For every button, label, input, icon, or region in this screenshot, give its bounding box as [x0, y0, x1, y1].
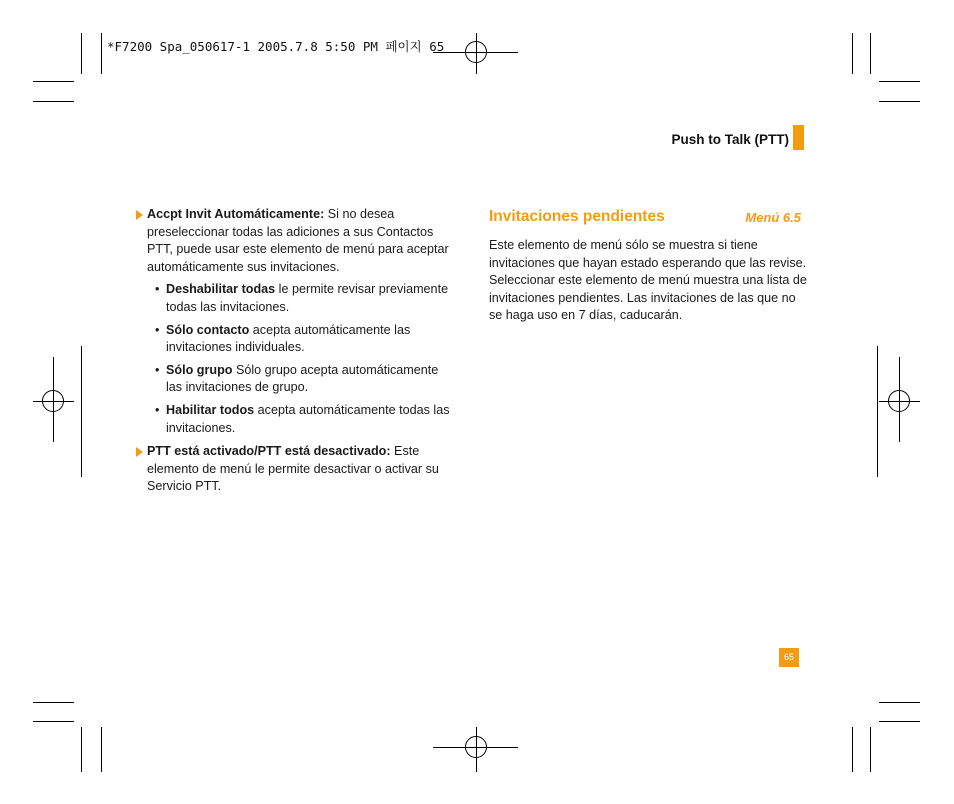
- suboption-description: le permite revisar previamente todas las invitaciones.: [166, 282, 449, 314]
- crop-mark: [879, 702, 920, 703]
- crop-mark: [879, 721, 920, 722]
- crop-mark: [33, 721, 74, 722]
- bullet-icon: •: [155, 362, 160, 377]
- menu-option-ptt-toggle: [136, 443, 454, 496]
- menu-option-accept-invites: [136, 206, 454, 437]
- suboption-description: acepta automáticamente las invitaciones individuales.: [166, 322, 411, 355]
- subsection-body: Este elemento de menú sólo se muestra si tiene invitaciones que hayan estado esperando que las revise. Seleccionar este elemento de menú muestra una lista de invitaciones pendientes. Las invitaciones de las que no se haga uso en 7 días, caducarán.: [489, 238, 807, 323]
- suboption-label: Habilitar todos: [166, 402, 255, 417]
- suboption-label: Sólo grupo: [166, 362, 233, 377]
- crop-mark: [81, 33, 82, 74]
- suboption-description: Sólo grupo acepta automáticamente las invitaciones de grupo.: [166, 362, 439, 395]
- print-file-header: *F7200 Spa_050617-1 2005.7.8 5:50 PM 페이지 65: [107, 39, 445, 54]
- crop-mark: [852, 33, 853, 74]
- suboption-item: [147, 281, 454, 316]
- suboption-description: acepta automáticamente todas las invitaciones.: [166, 402, 450, 435]
- registration-circle: [42, 390, 64, 412]
- crop-mark: [879, 81, 920, 82]
- bullet-icon: •: [155, 322, 160, 337]
- suboption-item: [147, 322, 454, 357]
- suboption-label: Sólo contacto: [166, 322, 250, 337]
- registration-mark: [81, 346, 82, 477]
- orange-arrow-icon: [136, 210, 143, 220]
- crop-mark: [101, 33, 102, 74]
- bullet-icon: •: [155, 402, 160, 417]
- crop-mark: [870, 727, 871, 772]
- suboption-item: [147, 362, 454, 397]
- crop-mark: [101, 727, 102, 772]
- option-label: Accpt Invit Automáticamente:: [147, 207, 325, 221]
- crop-mark: [852, 727, 853, 772]
- orange-arrow-icon: [136, 447, 143, 457]
- bullet-icon: •: [155, 282, 160, 297]
- option-description: Este elemento de menú le permite desactivar o activar su Servicio PTT.: [147, 444, 439, 494]
- subsection-header: [489, 208, 807, 230]
- section-title: Push to Talk (PTT): [671, 132, 789, 147]
- crop-mark: [879, 101, 920, 102]
- suboption-list: [147, 281, 454, 437]
- section-tab-marker: [793, 125, 804, 150]
- registration-circle: [888, 390, 910, 412]
- page-number-badge: 65: [779, 648, 799, 667]
- suboption-item: [147, 402, 454, 437]
- crop-mark: [870, 33, 871, 74]
- option-description: Si no desea preseleccionar todas las adiciones a sus Contactos PTT, puede usar este elemento de menú para aceptar automáticamente sus invitaciones.: [147, 207, 449, 274]
- registration-mark: [877, 346, 878, 477]
- registration-circle: [465, 41, 487, 63]
- crop-mark: [81, 727, 82, 772]
- registration-circle: [465, 736, 487, 758]
- crop-mark: [33, 101, 74, 102]
- right-column: [489, 208, 807, 325]
- suboption-label: Deshabilitar todas: [166, 282, 276, 297]
- left-column: [136, 206, 454, 496]
- crop-mark: [33, 702, 74, 703]
- subsection-title: Invitaciones pendientes: [489, 208, 665, 225]
- option-label: PTT está activado/PTT está desactivado:: [147, 444, 391, 459]
- crop-mark: [33, 81, 74, 82]
- menu-reference: Menú 6.5: [745, 210, 801, 225]
